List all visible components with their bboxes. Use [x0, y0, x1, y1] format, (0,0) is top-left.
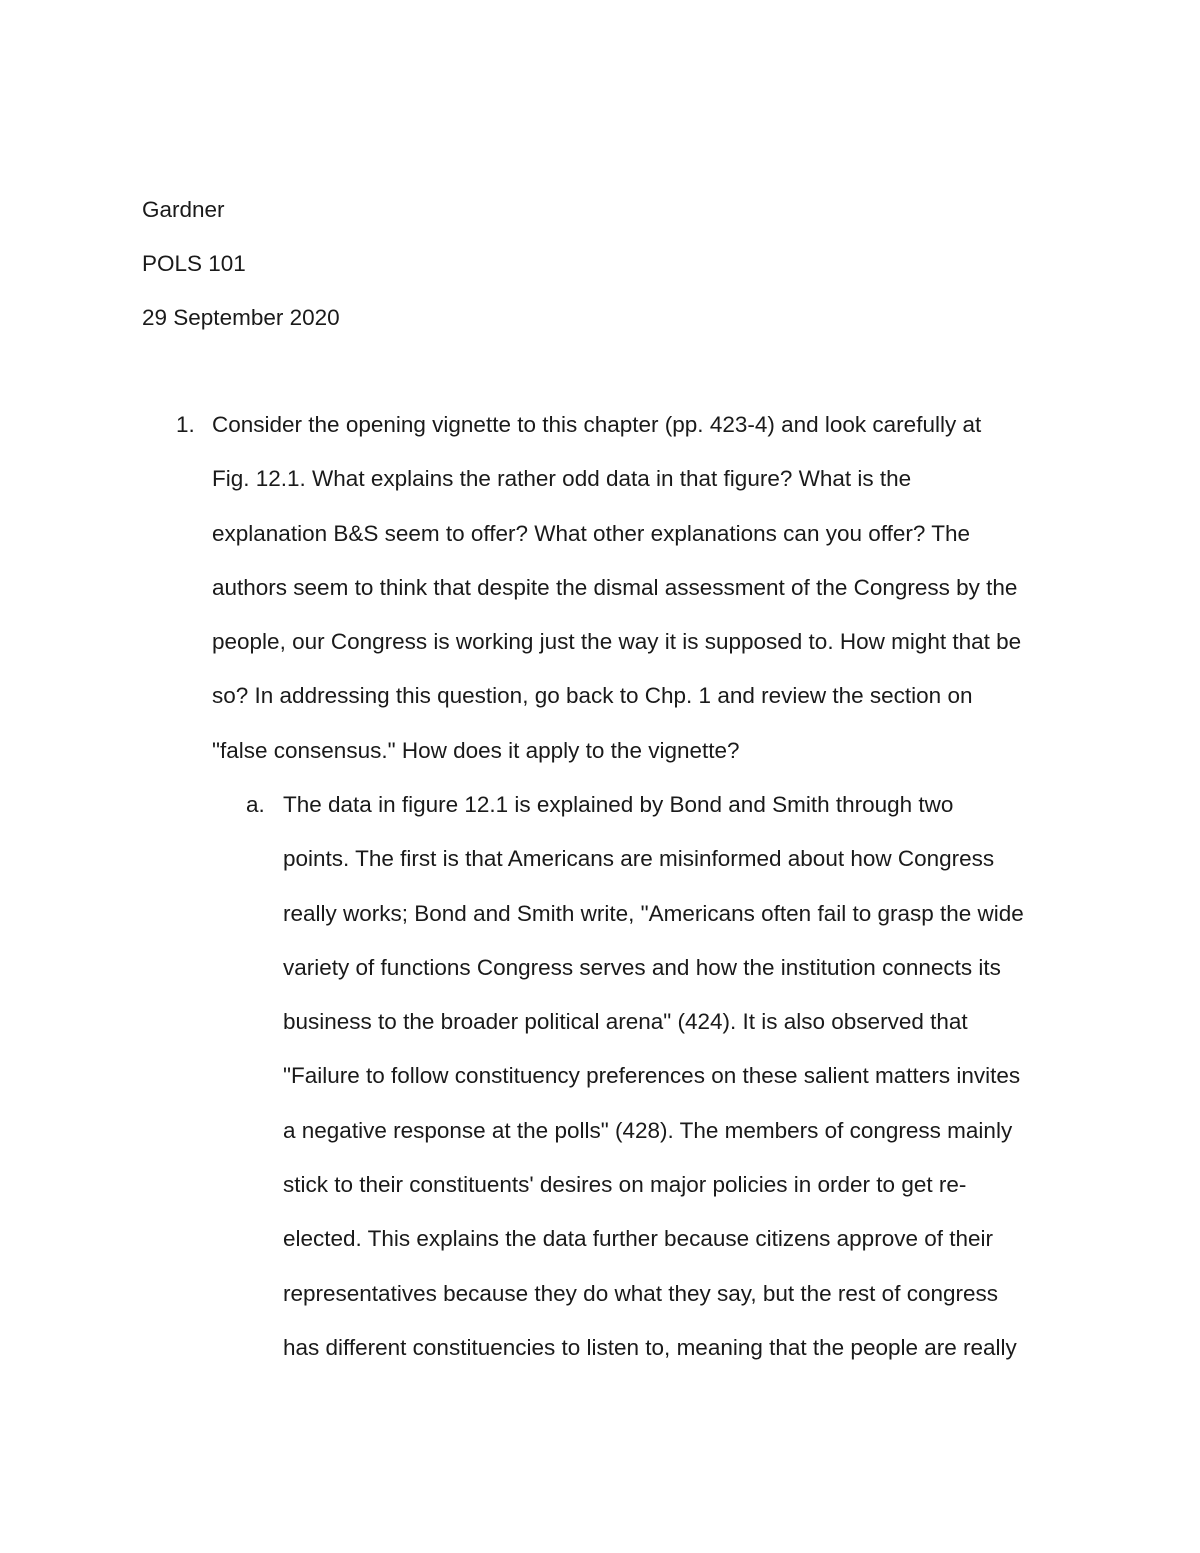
answer-line: representatives because they do what they say, but the rest of congress — [283, 1280, 998, 1306]
answer-line: a negative response at the polls" (428). The members of congress mainly — [283, 1117, 1013, 1143]
document-date: 29 September 2020 — [142, 305, 340, 330]
question-line: "false consensus." How does it apply to the vignette? — [212, 737, 740, 763]
question-text — [212, 410, 1062, 790]
question-line: Fig. 12.1. What explains the rather odd data in that figure? What is the — [212, 466, 912, 492]
answer-line: business to the broader political arena" (424). It is also observed that — [283, 1009, 968, 1035]
question-line: so? In addressing this question, go back to Chp. 1 and review the section on — [212, 683, 973, 709]
question-line: people, our Congress is working just the way it is supposed to. How might that be — [212, 629, 1022, 655]
answer-line: points. The first is that Americans are misinformed about how Congress — [283, 846, 995, 872]
answer-line: variety of functions Congress serves and how the institution connects its — [283, 954, 1001, 980]
question-number: 1. — [176, 412, 195, 437]
author-name: Gardner — [142, 197, 225, 222]
answer-line: really works; Bond and Smith write, "Americans often fail to grasp the wide — [283, 900, 1024, 926]
answer-line: has different constituencies to listen to, meaning that the people are really — [283, 1334, 1017, 1360]
answer-line: The data in figure 12.1 is explained by Bond and Smith through two — [283, 792, 954, 817]
answer-line: stick to their constituents' desires on major policies in order to get re- — [283, 1172, 967, 1198]
answer-text — [283, 790, 1073, 1387]
answer-letter: a. — [246, 792, 265, 817]
question-line: authors seem to think that despite the dismal assessment of the Congress by the — [212, 574, 1018, 600]
question-line: Consider the opening vignette to this chapter (pp. 423-4) and look carefully at — [212, 412, 982, 437]
question-line: explanation B&S seem to offer? What other explanations can you offer? The — [212, 520, 970, 546]
answer-line: elected. This explains the data further because citizens approve of their — [283, 1226, 994, 1252]
answer-line: "Failure to follow constituency preferences on these salient matters invites — [283, 1063, 1021, 1089]
course-code: POLS 101 — [142, 251, 246, 276]
